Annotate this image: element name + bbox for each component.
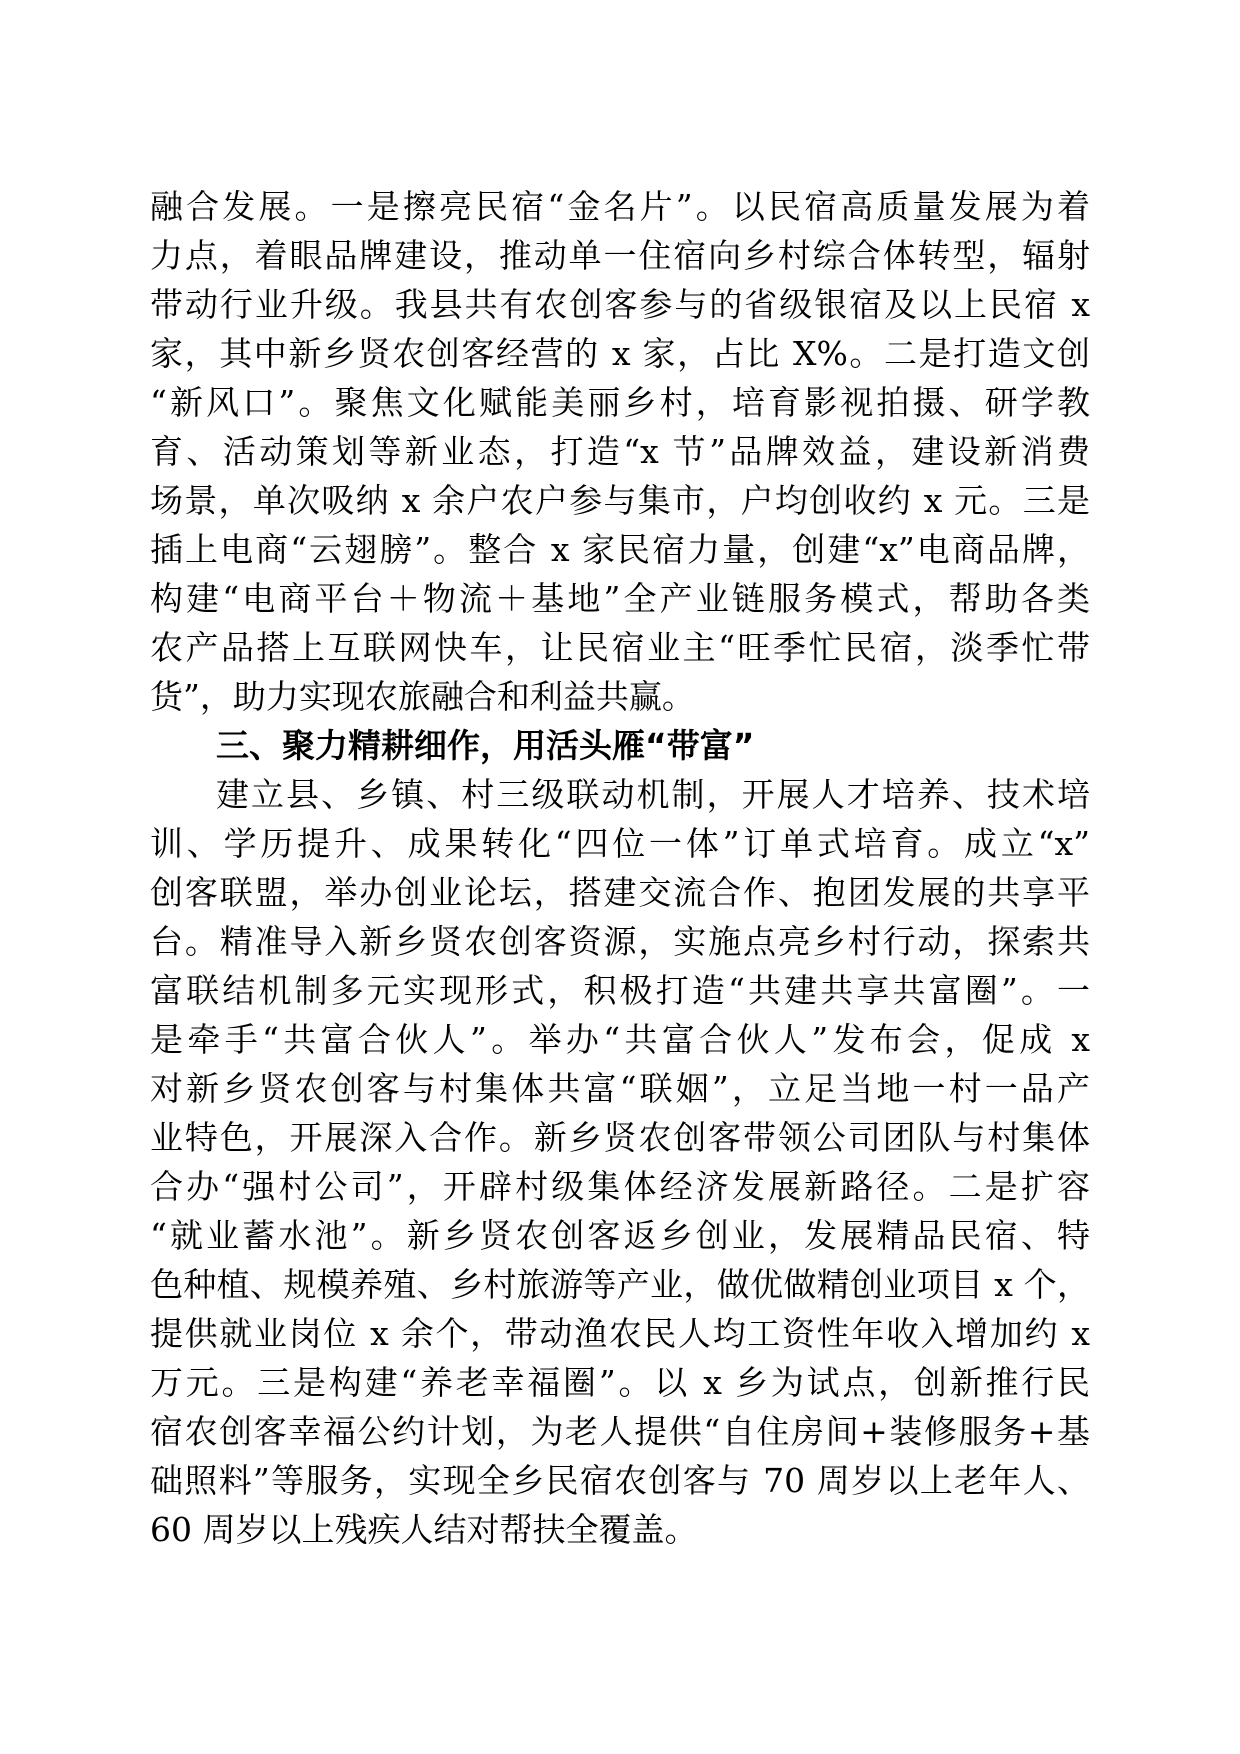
text-line: 富联结机制多元实现形式，积极打造“共建共享共富圈”。一 xyxy=(150,971,1090,1010)
text-line: 育、活动策划等新业态，打造“x 节”品牌效益，建设新消费 xyxy=(150,432,1090,471)
text-line: 提供就业岗位 x 余个，带动渔农民人均工资性年收入增加约 x xyxy=(150,1314,1090,1353)
text-line: “就业蓄水池”。新乡贤农创客返乡创业，发展精品民宿、特 xyxy=(150,1216,1090,1255)
paragraph-common-prosperity xyxy=(150,770,1090,1554)
text-line: 融合发展。一是擦亮民宿“金名片”。以民宿高质量发展为着 xyxy=(150,187,1090,226)
text-line: 构建“电商平台＋物流＋基地”全产业链服务模式，帮助各类 xyxy=(150,579,1090,618)
text-line: 宿农创客幸福公约计划，为老人提供“自住房间+装修服务+基 xyxy=(150,1412,1090,1451)
text-line: “新风口”。聚焦文化赋能美丽乡村，培育影视拍摄、研学教 xyxy=(150,383,1090,422)
text-line: 对新乡贤农创客与村集体共富“联姻”，立足当地一村一品产 xyxy=(150,1069,1090,1108)
text-line: 创客联盟，举办创业论坛，搭建交流合作、抱团发展的共享平 xyxy=(150,873,1090,912)
text-line: 农产品搭上互联网快车，让民宿业主“旺季忙民宿，淡季忙带 xyxy=(150,628,1090,667)
text-line: 货”，助力实现农旅融合和利益共赢。 xyxy=(150,677,695,716)
text-line: 力点，着眼品牌建设，推动单一住宿向乡村综合体转型，辐射 xyxy=(150,236,1090,275)
section-heading: 三、聚力精耕细作，用活头雁“带富” xyxy=(216,726,755,765)
document-body xyxy=(150,182,1090,1554)
text-line: 色种植、规模养殖、乡村旅游等产业，做优做精创业项目 x 个， xyxy=(150,1265,1090,1304)
paragraph-rural-integration xyxy=(150,182,1090,721)
text-line: 是牵手“共富合伙人”。举办“共富合伙人”发布会，促成 x xyxy=(150,1020,1090,1059)
text-line: 建立县、乡镇、村三级联动机制，开展人才培养、技术培 xyxy=(216,775,1090,814)
text-line: 合办“强村公司”，开辟村级集体经济发展新路径。二是扩容 xyxy=(150,1167,1090,1206)
text-line: 础照料”等服务，实现全乡民宿农创客与 70 周岁以上老年人、 xyxy=(150,1461,1090,1500)
text-line: 台。精准导入新乡贤农创客资源，实施点亮乡村行动，探索共 xyxy=(150,922,1090,961)
text-line: 60 周岁以上残疾人结对帮扶全覆盖。 xyxy=(150,1510,698,1549)
text-line: 带动行业升级。我县共有农创客参与的省级银宿及以上民宿 x xyxy=(150,285,1090,324)
text-line: 插上电商“云翅膀”。整合 x 家民宿力量，创建“x”电商品牌， xyxy=(150,530,1090,569)
text-line: 场景，单次吸纳 x 余户农户参与集市，户均创收约 x 元。三是 xyxy=(150,481,1090,520)
text-line: 训、学历提升、成果转化“四位一体”订单式培育。成立“x” xyxy=(150,824,1090,863)
text-line: 家，其中新乡贤农创客经营的 x 家，占比 X%。二是打造文创 xyxy=(150,334,1090,373)
text-line: 业特色，开展深入合作。新乡贤农创客带领公司团队与村集体 xyxy=(150,1118,1090,1157)
text-line: 万元。三是构建“养老幸福圈”。以 x 乡为试点，创新推行民 xyxy=(150,1363,1090,1402)
